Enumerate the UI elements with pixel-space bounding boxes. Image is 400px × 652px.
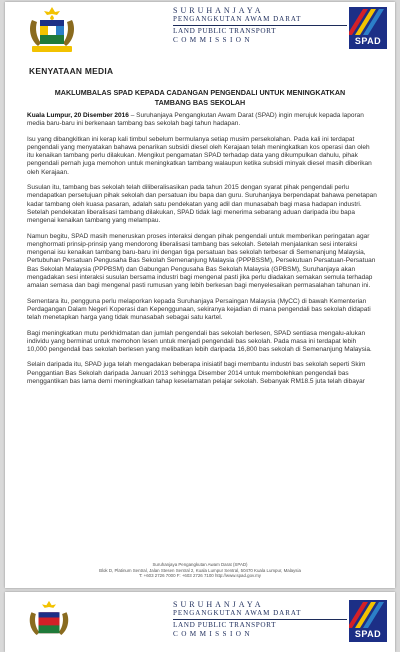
dateline: Kuala Lumpur, 20 Disember 2016: [27, 112, 129, 119]
letterhead: [5, 2, 395, 60]
paragraph: Bagi meningkatkan mutu perkhidmatan dan jumlah pengendali bas sekolah berlesen, SPAD sentiasa mengalu-alukan individu yang berminat untuk memohon lesen untuk menjadi pengendali bas sekolah. Pada masa ini terdapat lebih 10,000 pengendali bas sekolah berlesen yang melibatkan lebih daripada 16,800 bas sekolah di Semenanjung Malaysia.: [27, 329, 372, 354]
document-heading: KENYATAAN MEDIA: [29, 66, 114, 76]
document-page-2: [5, 592, 395, 652]
spad-logo: [349, 7, 387, 49]
paragraph: Susulan itu, tambang bas sekolah telah diliberalisasikan pada tahun 2015 dengan syarat pihak pengendali perlu mendapatkan persetujuan pihak sekolah dan persatuan ibu bapa dan guru. Suruhanjaya berpendapat bahawa penetapan kadar tambang oleh kuasa pasaran, adalah satu pendekatan yang adil dan munasabah bagi masa hadapan industri. Setelah pendekatan liberalisasi tambang dilakukan, SPAD tidak lagi menerima sebarang aduan daripada ibu bapa mengenai kenaikan tambang yang melampau.: [27, 184, 377, 225]
page-footer: [5, 562, 395, 579]
lead-text: – Suruhanjaya Pengangkutan Awam Darat (SPAD) ingin merujuk kepada laporan media baru-baru ini berkenaan tambang bas sekolah bagi tahun hadapan.: [27, 112, 364, 128]
agency-line-1: SURUHANJAYA: [173, 600, 264, 609]
footer-line-3: T: +603 2726 7000 F: +603 2726 7100 http://www.spad.gov.my: [139, 573, 261, 579]
lead-paragraph: [27, 112, 377, 129]
agency-line-4: COMMISSION: [173, 36, 253, 44]
agency-name: [173, 6, 347, 45]
spad-stripes-icon: [349, 600, 387, 628]
paragraph: Selain daripada itu, SPAD juga telah mengadakan beberapa inisiatif bagi membantu industri bas sekolah seperti Skim Penggantian Bas Sekolah daripada Januari 2013 sehingga Disember 2014 untuk membolehkan pengendali bas menggantikan bas lama demi meningkatkan tahap keselamatan pelajar sekolah. Sebanyak RM18.5 juta telah dibayar: [27, 361, 366, 386]
agency-line-3: LAND PUBLIC TRANSPORT: [173, 27, 277, 35]
press-release-title: [27, 88, 373, 108]
paragraph: Isu yang dibangkitkan ini kerap kali timbul sebelum bermulanya setiap musim persekolahan. Pada kali ini terdapat pengendali yang menyatakan bahawa penarikan subsidi diesel oleh Kerajaan telah meningkatkan kos operasi dan oleh itu kenaikan tambang perlu dilakukan. Mengikut pengamatan SPAD terhadap data yang dikumpulkan dahulu, pihak pengendali pernah juga memohon untuk meningkatkan tambang walaupun ketika subsidi minyak diesel masih diberikan oleh Kerajaan.: [27, 135, 372, 176]
spad-logo: [349, 600, 387, 642]
spad-logo-text: SPAD: [354, 36, 382, 46]
agency-line-2: PENGANGKUTAN AWAM DARAT: [173, 15, 347, 26]
spad-stripes-icon: [349, 7, 387, 35]
agency-name: [173, 600, 347, 639]
footer-line-2: Blok D, Platinum Sentral, Jalan Stesen Sentral 2, Kuala Lumpur Sentral, 50470 Kuala Lumpur, Malaysia: [99, 567, 301, 573]
paragraph: Sementara itu, pengguna perlu melaporkan kepada Suruhanjaya Persaingan Malaysia (MyCC) di bawah Kementerian Perdagangan Dalam Negeri Koperasi dan Kepenggunaan, sekiranya kejadian di mana pengendali bas sekolah didapati telah menetapkan harga yang tidak munasabah sebagai satu kartel.: [27, 297, 371, 322]
footer-line-1: Suruhanjaya Pengangkutan Awam Darat (SPAD): [152, 562, 248, 567]
title-line-2: TAMBANG BAS SEKOLAH: [154, 98, 246, 107]
document-page-1: [5, 2, 395, 588]
agency-line-2: PENGANGKUTAN AWAM DARAT: [173, 609, 347, 620]
malaysia-coat-of-arms-icon: [24, 600, 74, 642]
agency-line-1: SURUHANJAYA: [173, 6, 264, 15]
title-line-1: MAKLUMBALAS SPAD KEPADA CADANGAN PENGENDALI UNTUK MENINGKATKAN: [54, 88, 346, 97]
agency-line-4: COMMISSION: [173, 630, 253, 638]
paragraph: Namun begitu, SPAD masih meneruskan proses interaksi dengan pihak pengendali untuk memberikan peringatan agar menghormati prinsip-prinsip yang mendorong liberalisasi tambang bas sekolah. Setelah menjalankan sesi interaksi mengenai isu kenaikan tambang baru-baru ini dengan tiga persatuan bas sekolah terbesar di Semenanjung Malaysia, Pertubuhan Persatuan Pengusaha Bas Sekolah Semenanjung Malaysia (PPPBSSM), Persekutuan Persatuan-Persatuan Bas Sekolah Malaysia (PPPBSM) dan Gabungan Pengusaha Bas Sekolah Malaysia (GPBSM), Suruhanjaya akan mengadakan sesi interaksi susulan bersama industri bagi mengenal pasti jika perlu diadakan semakan semula terhadap amalan semasa dan bagi mengenal pasti rumusan yang lebih berkesan bagi menyelesaikan permasalahan tahunan ini.: [27, 232, 376, 290]
spad-logo-text: SPAD: [354, 629, 382, 639]
malaysia-coat-of-arms-icon: [24, 6, 80, 54]
press-release-body: [27, 112, 377, 393]
agency-line-3: LAND PUBLIC TRANSPORT: [173, 621, 277, 629]
